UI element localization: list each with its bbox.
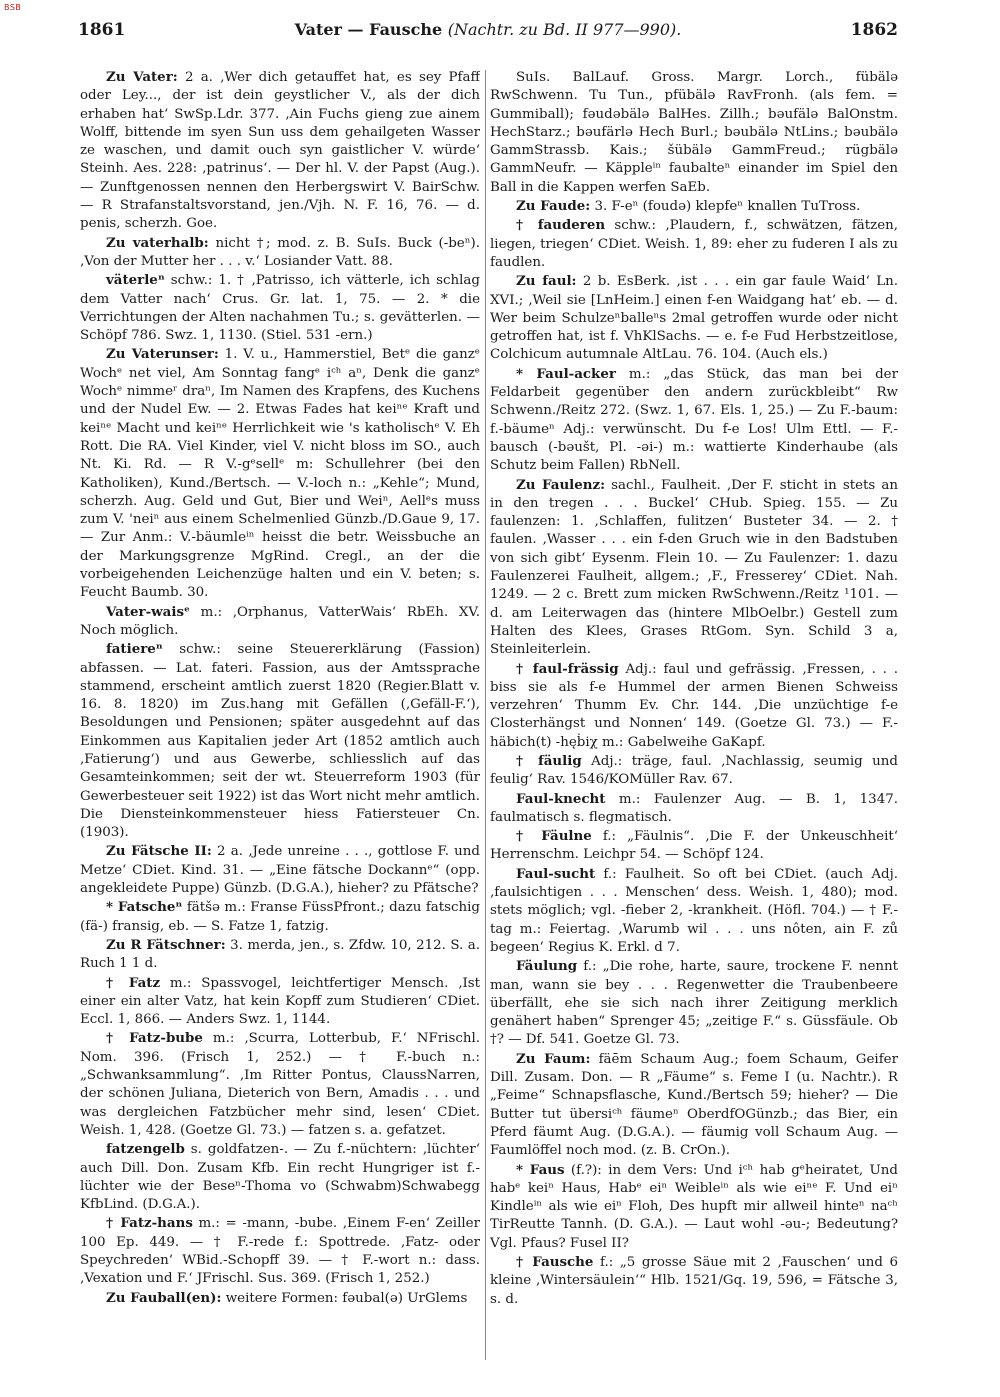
entry-text: m.: = -mann, -bube. ‚Einem F-en‘ Zeiller 100 Ep. 449. — † F.-rede f.: Spottrede. ‚Fatz- oder Speychreden‘ WBid.-Schopff 39. — † F.-wort n.: dass. ‚Vexation und F.‘ JFrischl. Sus. 369. (Frisch 1, 252.): [80, 1216, 480, 1287]
entry-text: m.: „das Stück, das man bei der Feldarbeit gegenüber den andern zurückbleibt“ Rw Schwenn./Reitz 272. (Swz. 1, 67. Els. 1, 25.) — Zu F.-baum: f.-bäumeⁿ Adj.: verwünscht. Du f-e Los! Ulm Ettl. — F.-bausch (-bəušt, Pl. -əi-) m.: wattierte Kinderhaube (als Schutz beim Fallen) RbNell.: [490, 366, 898, 474]
dictionary-entry: [80, 974, 480, 1030]
entry-headword: † Fatz-bube: [106, 1030, 203, 1047]
entry-headword: Zu Faum:: [516, 1050, 591, 1067]
dictionary-entry: [80, 898, 480, 936]
entry-headword: Zu Faulenz:: [516, 476, 606, 493]
dictionary-entry: [80, 603, 480, 641]
entry-headword: Faul-sucht: [516, 865, 596, 882]
entry-text: 2 b. EsBerk. ‚ist . . . ein gar faule Waid‘ Ln. XVI.; ‚Weil sie [LnHeim.] einen f-en Waidgang hat‘ eb. — d. Wer beim Schulzeⁿballeⁿs 2mal getroffen wurde oder nicht getroffen hat, ist f. VhKlSachs. — e. f-e Fud Herbstzeitlose, Colchicum autumnale AltLau. 76. 104. (Auch els.): [490, 274, 898, 363]
dictionary-entry: [80, 234, 480, 272]
entry-headword: fatiereⁿ: [106, 641, 163, 658]
dictionary-entry: [490, 660, 898, 752]
dictionary-entry: [80, 640, 480, 842]
dictionary-entry: [490, 1161, 898, 1253]
dictionary-entry: [490, 1050, 898, 1161]
entry-headword: Zu Vater:: [106, 69, 178, 85]
entry-text: f.: „Die rohe, harte, saure, trockene F. nennt man, wann sie bey . . . Regenwetter die Traubenbeere überfällt, ehe sie sich nach ihrer Zeitigung merklich genähert haben“ Sprenger 45; „zeitige F.“ s. Güssfäule. Ob †? — Df. 541. Goetze Gl. 73.: [490, 959, 898, 1048]
dictionary-entry: [490, 1253, 898, 1309]
page-number-left: 1861: [78, 20, 126, 40]
dictionary-entry: [80, 345, 480, 602]
running-title: [78, 20, 898, 39]
dictionary-entry: [490, 790, 898, 828]
entry-headword: Zu R Fätschner:: [106, 936, 226, 953]
entry-headword: † Fatz: [106, 974, 161, 991]
entry-text: sachl., Faulheit. ‚Der F. sticht in stets an in den tregen . . . Buckel‘ CHub. Spieg. 155. — Zu faulenzen: 1. ‚Schlaffen, fulitzen‘ Busteter 34. — 2. † faulen. ‚Wasser . . . ein f-den Gruch wie in den Badstuben von sich gibt‘ Eysenm. Flein 10. — Zu Faulenzer: 1. dazu Faulenzerei Faulheit, allgem.; ‚F., Fresserey‘ CDiet. Nah. 1249. — 2 c. Brett zum micken RwSchwenn./Reitz ¹101. — d. am Leiterwagen das (hintere MlbOelbr.) Gestell zum Halten des Klees, Grases RtGom. Syn. Schild 3 a, Steinleiterlein.: [490, 477, 898, 658]
entry-headword: Vater-waisᵉ: [106, 603, 190, 620]
entry-text: fäēm Schaum Aug.; foem Schaum, Geifer Dill. Zusam. Don. — R „Fäume“ s. Feme I (u. Nachtr.). R „Feime“ Schnapsflasche, Kund./Bertsch 59; hieher? — Die Butter tut übersiᶜʰ fäumeⁿ OberdfOGünzb.; das Bier, ein Pferd fäumt Aug. (D.G.A.). — fäumig voll Schaum Aug. — Faumlöffel noch mod. (z. B. CrOn.).: [490, 1051, 898, 1159]
dictionary-entry: [490, 216, 898, 272]
entry-headword: Zu Fätsche II:: [106, 843, 212, 860]
left-column: [80, 68, 480, 1368]
dictionary-entry: [490, 272, 898, 364]
entry-text: 2 a. ‚Wer dich getauffet hat, es sey Pfaff oder Ley..., der ist dein geystlicher V., als der dich erhaben hat‘ SwSp.Ldr. 377. ‚Ain Fuchs gieng zue ainem Wolff, bittende im syen Sun uss dem gehailgeten Wasser ze waschen, und damit ouch syn gaistlicher V. würde‘ Steinh. Aes. 228: ‚patrinus‘. — Der hl. V. der Papst (Aug.). — Zunftgenossen nennen den Herbergswirt V. BairSchw. — R Strafanstaltsvorstand, jen./Vjh. N. F. 16, 76. — d. penis, scherzh. Goe.: [80, 70, 480, 232]
dictionary-entry: [490, 827, 898, 865]
running-title-main: Vater — Fausche: [294, 20, 443, 39]
entry-headword: Zu faul:: [516, 273, 577, 290]
dictionary-entry: [80, 271, 480, 345]
entry-headword: * Faus: [516, 1161, 565, 1178]
dictionary-entry: [490, 957, 898, 1049]
entry-headword: Zu Faude:: [516, 198, 591, 215]
entry-text: f.: Faulheit. So oft bei CDiet. (auch Adj. ‚faulsichtigen . . . Menschen‘ dess. Weish. 1, 480); mod. stets möglich; vgl. -fieber 2, -krankheit. (Höfl. 704.) — † F.-tag m.: Feiertag. ‚Warumb wil . . . uns nôten, ain F. zů begeen‘ Regius K. Erkl. d 7.: [490, 866, 898, 955]
entry-headword: † Fäulne: [516, 828, 592, 845]
entry-text: weitere Formen: fəubal(ə) UrGlems: [221, 1290, 468, 1306]
page-number-right: 1862: [850, 20, 898, 40]
dictionary-entry: [80, 936, 480, 974]
dictionary-entry: [490, 197, 898, 216]
entry-text: m.: Spassvogel, leichtfertiger Mensch. ‚Ist einer ein alter Vatz, hat kein Kopff zum Studieren‘ CDiet. Eccl. 1, 866. — Anders Swz. 1, 1144.: [80, 975, 480, 1028]
entry-headword: Faul-knecht: [516, 790, 606, 807]
dictionary-entry: [80, 842, 480, 898]
entry-headword: * Faul-acker: [516, 365, 616, 382]
dictionary-entry: [490, 476, 898, 660]
dictionary-entry: [490, 752, 898, 790]
entry-headword: fatzengelb: [106, 1141, 185, 1158]
entry-headword: väterleⁿ: [106, 272, 165, 289]
entry-headword: † Fatz-hans: [106, 1215, 193, 1232]
entry-text: m.: ‚Orphanus, VatterWais‘ RbEh. XV. Noch möglich.: [80, 604, 480, 638]
entry-headword: Zu Vaterunser:: [106, 346, 219, 363]
entry-text: (f.?): in dem Vers: Und iᶜʰ hab gᵉheiratet, Und habᵉ keiⁿ Haus, Habᵉ eiⁿ Weibleⁱⁿ als wie eiⁿᵉ F. Und eiⁿ Kindleⁱⁿ als wie eiⁿ Floh, Des hupft mir allweil hinteⁿ naᶜʰ TirReutte Tannh. (D. G.A.). — Laut wohl -əu-; Bedeutung? Vgl. Pfaus? Fusel II?: [490, 1162, 898, 1251]
dictionary-entry: [80, 1214, 480, 1288]
library-mark: BSB: [4, 3, 22, 12]
dictionary-entry: [80, 1029, 480, 1140]
entry-text: m.: Faulenzer Aug. — B. 1, 1347. faulmatisch s. flegmatisch.: [490, 791, 898, 825]
entry-headword: † fauderen: [516, 217, 606, 234]
entry-text: fätšə m.: Franse FüssPfront.; dazu fatschig (fä-) fransig, eb. — S. Fatze 1, fatzig.: [80, 900, 480, 934]
entry-headword: † fäulig: [516, 752, 582, 769]
entry-headword: Zu Fauball(en):: [106, 1289, 222, 1306]
dictionary-entry: [490, 68, 898, 197]
entry-text: nicht †; mod. z. B. SuIs. Buck (-beⁿ). ‚Von der Mutter her . . . v.‘ Losiander Vatt. 88.: [80, 235, 480, 269]
entry-text: 1. V. u., Hammerstiel, Betᵉ die ganzᵉ Wochᵉ net viel, Am Sonntag fangᵉ iᶜʰ aⁿ, Denk die ganzᵉ Wochᵉ nimmeʳ draⁿ, Im Namen des Krapfens, des Kuchens und der Nudel Ew. — 2. Etwas Fades hat keiⁿᵉ Kraft und keiⁿᵉ Macht und keiⁿᵉ Herrlichkeit wie 's katholischᵉ V. Eh Rott. Die RA. Viel Kinder, viel V. nicht bloss im SO., auch Nt. Ki. Rd. — R V.-gᵉsellᵉ m: Schullehrer (bei den Katholiken), Kund./Bertsch. — V.-loch n.: „Kehle“; Mund, scherzh. Aug. Geld und Gut, Bier und Weiⁿ, Aellᵉs muss zum V. 'neiⁿ aus einem Schelmenlied Günzb./D.Gaue 9, 17. — Zur Anm.: V.-bäumleⁱⁿ heisst die betr. Weissbuche an der Markungsgrenze MgRind. Cregl., an der die vorbeigehenden Leichenzüge halten und ein V. beten; s. Feucht Baumb. 30.: [80, 347, 480, 601]
entry-text: m.: ‚Scurra, Lotterbub, F.‘ NFrischl. Nom. 396. (Frisch 1, 252.) — † F.-buch n.: „Schwanksammlung“. ‚Im Ritter Pontus, ClaussNarren, der schönen Juliana, Dieterich von Bern, Amadis . . . und was dergleichen Fatzbücher mehr sind, lesen‘ CDiet. Weish. 1, 428. (Goetze Gl. 73.) — fatzen s. a. gefatzet.: [80, 1031, 480, 1138]
dictionary-entry: [80, 1289, 480, 1308]
dictionary-entry: [490, 365, 898, 476]
entry-text: Adj.: träge, faul. ‚Nachlassig, seumig und feulig‘ Rav. 1546/KOMüller Rav. 67.: [490, 753, 898, 788]
right-column: [490, 68, 898, 1368]
page-header: [78, 20, 898, 50]
entry-text: schw.: 1. † ‚Patrisso, ich vätterle, ich schlag dem Vatter nach‘ Crus. Gr. lat. 1, 75. — 2. * die Verrichtungen der Alten nachahmen Tu.; s. gevätterlen. — Schöpf 786. Swz. 1, 1130. (Stiel. 531 -ern.): [80, 273, 480, 344]
entry-text: schw.: seine Steuererklärung (Fassion) abfassen. — Lat. fateri. Fassion, aus der Amtssprache stammend, erscheint amtlich zuerst 1820 (Regier.Blatt v. 16. 8. 1820) im Zus.hang mit Gefällen (‚Gefäll-F.‘), Besoldungen und Pensionen; später ausgedehnt auf das Einkommen aus Kapitalien jeder Art (1852 amtlich auch ‚Fatierung‘) und aus Gewerbe, schliesslich auf das Gesamteinkommen; seit der wt. Steuerreform 1903 (für Gewerbesteuer seit 1922) ist das Wort nicht mehr amtlich. Die Diensteinkommensteuer hiess Fatiersteuer Cn. (1903).: [80, 642, 480, 841]
entry-headword: † faul-frässig: [516, 660, 619, 677]
dictionary-entry: [80, 1140, 480, 1214]
entry-headword: * Fatscheⁿ: [106, 899, 183, 916]
entry-headword: † Fausche: [516, 1254, 594, 1270]
entry-text: 3. merda, jen., s. Zfdw. 10, 212. S. a. Ruch 1 1 d.: [80, 937, 480, 972]
column-divider: [485, 70, 486, 1360]
entry-text: schw.: ‚Plaudern, f., schwätzen, fätzen, liegen, triegen‘ CDiet. Weish. 1, 89: eher zu fuderen I als zu faudlen.: [490, 218, 898, 270]
entry-headword: Zu vaterhalb:: [106, 234, 209, 251]
entry-text: SuIs. BalLauf. Gross. Margr. Lorch., fübälə RwSchwenn. Tu Tun., pfübälə RavFronh. (als fem. = Gummiball); fəudəbälə BalHes. Zillh.; bəufälə BalOnstm. HechStarz.; bəufärlə Hech Burl.; bəubälə NtLins.; bəubälə GammStrassb. Kais.; šübälə GammFreud.; rügbälə GammNeufr. — Käppleⁱⁿ faubalteⁿ einander im Spiel den Ball in die Kappen werfen SaEb.: [490, 70, 898, 195]
entry-text: 3. F-eⁿ (foudə) klepfeⁿ knallen TuTross.: [590, 199, 861, 215]
entry-text: 2 a. ‚Jede unreine . . ., gottlose F. und Metze‘ CDiet. Kind. 31. — „Eine fätsche Dockannᵉ“ (opp. angekleidete Puppe) Günzb. (D.G.A.), hieher? zu Pfätsche?: [80, 844, 480, 897]
entry-text: f.: „Fäulnis“. ‚Die F. der Unkeuschheit‘ Herrenschm. Leichpr 54. — Schöpf 124.: [490, 829, 898, 863]
dictionary-entry: [80, 68, 480, 234]
entry-text: s. goldfatzen-. — Zu f.-nüchtern: ‚lüchter‘ auch Dill. Don. Zusam Kfb. Ein recht Hungriger ist f.-lüchter wie der Beseⁿ-Thoma vo (Schwabm)Schwabegg KfbLind. (D.G.A.).: [80, 1142, 480, 1213]
entry-text: f.: „5 grosse Säue mit 2 ‚Fauschen‘ und 6 kleine ‚Wintersäulein‘“ Hlb. 1521/Gq. 19, 596, = Fätsche 3, s. d.: [490, 1255, 898, 1307]
dictionary-entry: [490, 865, 898, 957]
entry-headword: Fäulung: [516, 958, 578, 975]
running-title-note: (Nachtr. zu Bd. II 977—990).: [447, 20, 682, 39]
entry-text: Adj.: faul und gefrässig. ‚Fressen, . . . biss sie als f-e Hummel der armen Bienen Schweiss verzehren‘ Thumm Ev. Chr. 144. ‚Die unzüchtige f-e Closterhängst und Nonnen‘ 149. (Goetze Gl. 73.) — F.-häbich(t) -hęḃiχ m.: Gabelweihe GaKapf.: [490, 661, 898, 750]
